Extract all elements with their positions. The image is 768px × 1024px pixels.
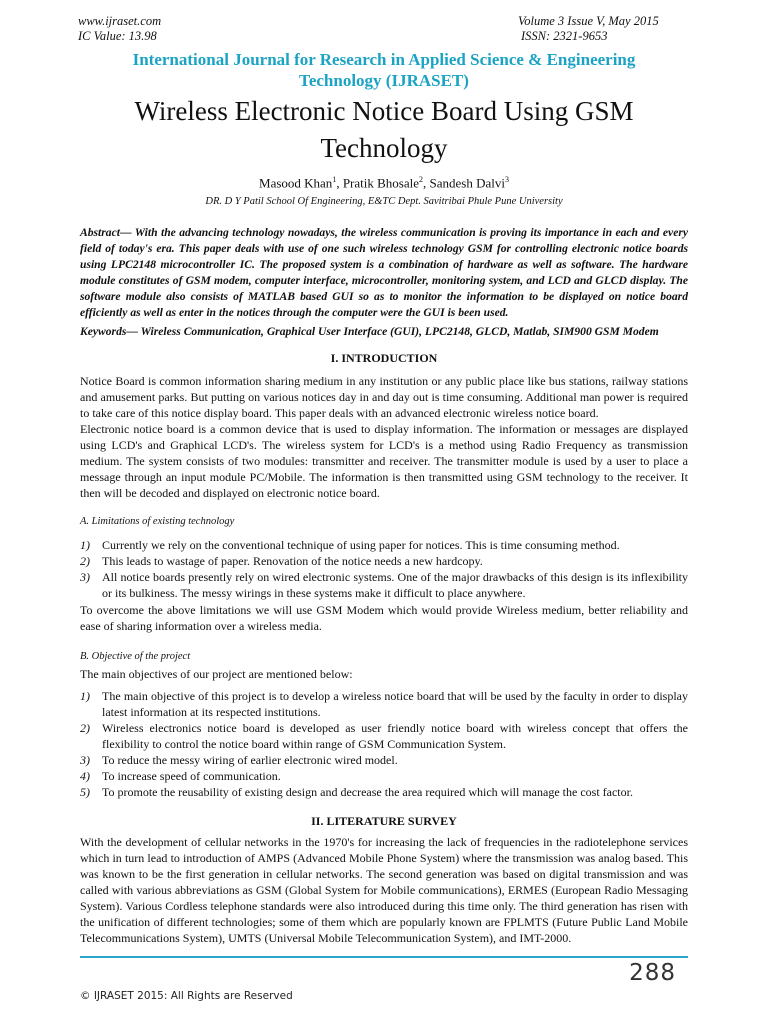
list-item-text: This leads to wastage of paper. Renovation of the notice needs a new hardcopy. — [102, 554, 483, 568]
objectives-intro: The main objectives of our project are mentioned below: — [80, 667, 353, 681]
abstract: Abstract— With the advancing technology nowadays, the wireless communication is proving its importance in each and every field of today's era. This paper deals with use of one such wireless technology GSM for controlling electronic notice boards using LPC2148 microcontroller IC. The proposed system is a combination of hardware as well as software. The hardware module constitutes of GSM modem, computer interface, microcontroller, monitoring system, and LCD and GLCD display. The software module also consists of MATLAB based GUI so as to monitor the information to be displayed on notice board efficiently as well as enter in the notices through the computer were the GUI is been used. — [80, 226, 688, 319]
header-left — [78, 14, 161, 44]
list-item — [80, 784, 688, 800]
author-1: Masood Khan — [259, 175, 333, 191]
footer-divider — [80, 956, 688, 958]
keywords: Keywords— Wireless Communication, Graphical User Interface (GUI), LPC2148, GLCD, Matlab, SIM900 GSM Modem — [80, 325, 659, 338]
list-number: 2) — [80, 721, 90, 735]
intro-paragraph-2: Electronic notice board is a common device that is used to display information. The information or messages are displayed using LCD's and Graphical LCD's. The wireless system for LCD's is a method using Radio Frequency as transmission medium. The system consists of two modules: transmitter and receiver. The transmitter module is used by a user to place a message through an input module PC/Mobile. The information is then transmitted using GSM technology to the receiver. It then will be decoded and displayed on electronic notice board. — [80, 422, 688, 500]
affiliation: DR. D Y Patil School Of Engineering, E&TC Dept. Savitribai Phule Pune University — [205, 196, 563, 207]
journal-name-line2: Technology (IJRASET) — [299, 71, 469, 90]
list-number: 5) — [80, 785, 90, 799]
paper-title — [60, 93, 708, 167]
journal-name-line1: International Journal for Research in Applied Science & Engineering — [132, 50, 636, 69]
list-item-text: The main objective of this project is to develop a wireless notice board that will be used by the faculty in order to display latest information at its respected institutions. — [102, 689, 688, 719]
list-item — [80, 569, 688, 601]
literature-paragraph: With the development of cellular networks in the 1970's for increasing the lack of frequencies in the radiotelephone services which in turn lead to introduction of AMPS (Advanced Mobile Phone System) where the transmission was analog based. This was known to be the first generation in cellular networks. The second generation was based on digital transmission and was called with various abbreviations as GSM (Global System for Mobile communications), ERMES (European Radio Messaging System). Various Cordless telephone standards were also introduced during this time only. The third generation has risen with the unification of different technologies; some of them which are popularly known are FPLMTS (Future Public Land Mobile Telecommunications System), UMTS (Universal Mobile Telecommunication System), and IMT-2000. — [80, 835, 688, 945]
list-item-text: Wireless electronics notice board is developed as user friendly notice board with wireless concept that offers the flexibility to control the notice board within range of GSM Communication System. — [102, 721, 688, 751]
list-item — [80, 720, 688, 752]
list-item-text: Currently we rely on the conventional technique of using paper for notices. This is time consuming method. — [102, 538, 620, 552]
list-number: 2) — [80, 554, 90, 568]
journal-name — [60, 49, 708, 91]
author-3: Sandesh Dalvi — [429, 175, 505, 191]
list-item — [80, 688, 688, 720]
list-number: 4) — [80, 769, 90, 783]
intro-paragraph-3: To overcome the above limitations we will use GSM Modem which would provide Wireless medium, better reliability and ease of sharing information over a wireless media. — [80, 603, 688, 633]
list-item — [80, 553, 688, 569]
objectives-list — [80, 688, 688, 800]
subsection-heading-objective: B. Objective of the project — [80, 651, 191, 662]
list-number: 1) — [80, 538, 90, 552]
issn: ISSN: 2321-9653 — [521, 29, 608, 43]
list-number: 3) — [80, 570, 90, 584]
website-url: www.ijraset.com — [78, 14, 162, 28]
header-right — [518, 14, 659, 44]
list-item-text: All notice boards presently rely on wired electronic systems. One of the major drawbacks of this design is its inflexibility or its bulkiness. The messy wirings in these systems make it difficult to place anywhere. — [102, 570, 688, 600]
copyright-notice: © IJRASET 2015: All Rights are Reserved — [80, 990, 293, 1002]
paper-title-line1: Wireless Electronic Notice Board Using GSM — [134, 96, 634, 126]
paper-title-line2: Technology — [320, 133, 448, 163]
author-1-sup: 1 — [332, 175, 337, 184]
list-item-text: To reduce the messy wiring of earlier electronic wired model. — [102, 753, 398, 767]
list-item-text: To promote the reusability of existing design and decrease the area required which will manage the cost factor. — [102, 785, 633, 799]
ic-value: IC Value: 13.98 — [78, 29, 157, 43]
list-item — [80, 537, 688, 553]
section-heading-introduction: I. INTRODUCTION — [330, 351, 438, 365]
section-heading-literature-survey: II. LITERATURE SURVEY — [311, 814, 457, 828]
intro-paragraph-1: Notice Board is common information sharing medium in any institution or any public place like bus stations, railway stations and amusement parks. But putting on various notices day in and day out is time consuming. Additional man power is required to take care of this notice display board. This paper deals with an advanced electronic wireless notice board. — [80, 374, 688, 420]
list-number: 3) — [80, 753, 90, 767]
authors: Masood Khan$^1$, Pratik Bhosale$^2$, Sandesh Dalvi$^3$ — [259, 175, 509, 191]
list-item-text: To increase speed of communication. — [102, 769, 281, 783]
list-number: 1) — [80, 689, 90, 703]
limitations-list — [80, 537, 688, 601]
author-3-sup: 3 — [504, 175, 509, 184]
list-item — [80, 768, 688, 784]
list-item — [80, 752, 688, 768]
author-2-sup: 2 — [419, 175, 423, 184]
subsection-heading-limitations: A. Limitations of existing technology — [80, 516, 235, 527]
author-2: Pratik Bhosale — [342, 175, 419, 191]
page-number: 288 — [629, 960, 676, 986]
volume-info: Volume 3 Issue V, May 2015 — [518, 14, 659, 28]
